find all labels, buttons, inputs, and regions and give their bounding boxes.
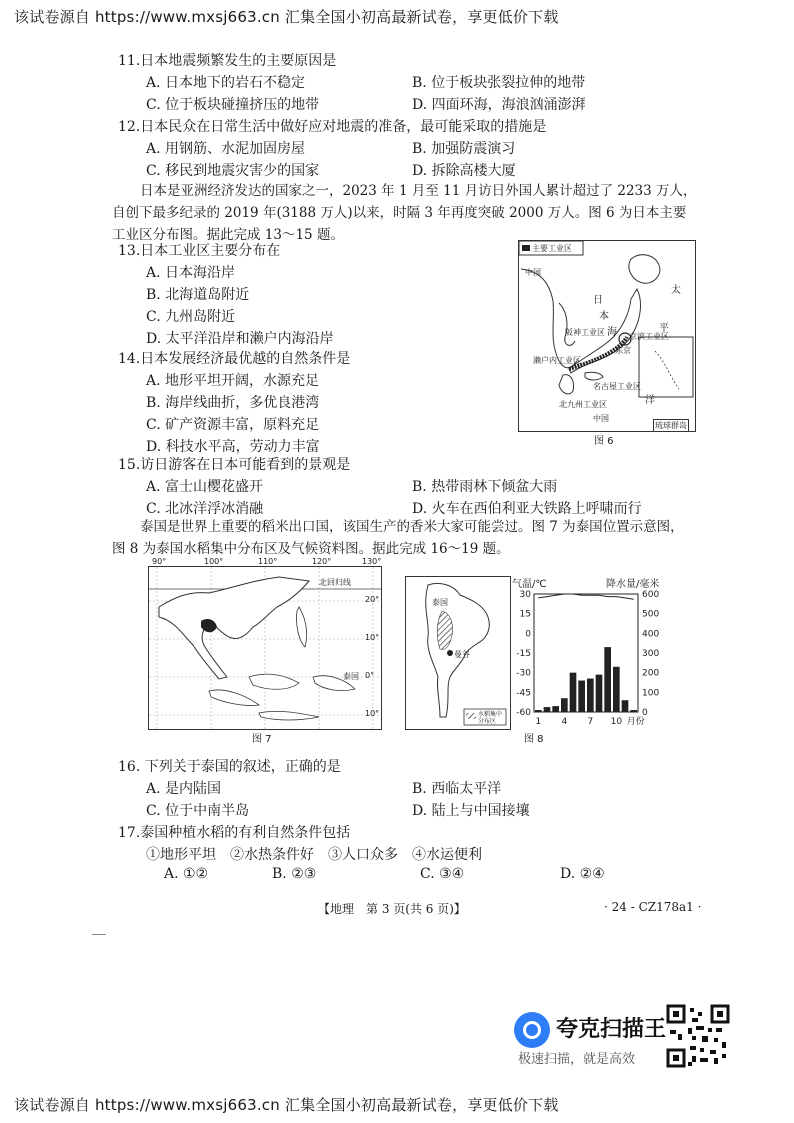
fig7-lat-10s: 10° — [365, 709, 380, 718]
q15-option-d: D. 火车在西伯利亚大铁路上呼啸而行 — [412, 501, 642, 517]
temp-tick-label: -45 — [516, 688, 531, 699]
mainland-coast — [521, 269, 577, 368]
month-tick-label: 4 — [561, 717, 568, 727]
fig7-lon-110: 110° — [258, 557, 278, 566]
q16-option-a: A. 是内陆国 — [146, 781, 222, 797]
temp-tick-label: 15 — [519, 609, 531, 620]
fig6-nagoya: 名古屋工业区 — [593, 382, 641, 391]
precip-bar-11 — [622, 700, 629, 712]
fig6-label-ben: 本 — [599, 311, 609, 322]
q13-option-b: B. 北海道岛附近 — [146, 287, 250, 303]
temp-tick-label: -30 — [516, 668, 531, 679]
fig6-hanshin: 阪神工业区 — [565, 328, 605, 337]
precip-bar-10 — [613, 667, 620, 712]
passage-thailand: 泰国是世界上重要的稻米出口国，该国生产的香米大家可能尝过。图 7 为泰国位置示意图，图 8 为泰国水稻集中分布区及气候资料图。据此完成 16～19 题。 — [112, 519, 684, 557]
borneo-island — [249, 674, 299, 689]
precip-tick-label: 400 — [642, 629, 660, 640]
fig8-legend-swatch — [466, 713, 476, 719]
precip-bar-5 — [570, 673, 577, 712]
temp-tick-label: -60 — [516, 708, 531, 718]
q13-option-d: D. 太平洋沿岸和濑户内海沿岸 — [146, 331, 334, 347]
q12-option-b: B. 加强防震演习 — [412, 141, 516, 157]
question-12: 12.日本民众在日常生活中做好应对地震的准备，最可能采取的措施是 — [118, 119, 547, 135]
scanner-brand-name: 夸克扫描王 — [556, 1017, 667, 1042]
legend-swatch — [522, 245, 530, 251]
precip-tick-label: 200 — [642, 668, 660, 679]
temperature-line — [538, 594, 633, 599]
philippines-island — [296, 607, 306, 647]
precip-bar-12 — [630, 710, 637, 712]
q14-option-c: C. 矿产资源丰富，原料充足 — [146, 417, 320, 433]
fig6-keihin: 京滨工业区 — [629, 332, 669, 341]
fig6-setouchi: 濑户内工业区 — [533, 356, 581, 365]
figure-6-map — [518, 240, 696, 432]
q17-option-a: A. ①② — [164, 866, 209, 882]
plot-frame — [534, 594, 638, 712]
q12-option-a: A. 用钢筋、水泥加固房屋 — [146, 141, 306, 157]
fig6-label-tai: 太 — [671, 285, 681, 296]
month-unit-label: 月份 — [626, 717, 645, 727]
month-tick-label: 7 — [587, 717, 594, 727]
fig8-temp-axis-label: 气温/℃ — [512, 579, 547, 590]
fig7-lon-130: 130° — [362, 557, 382, 566]
q11-option-b: B. 位于板块张裂拉伸的地带 — [412, 75, 586, 91]
q15-option-c: C. 北冰洋浮冰消融 — [146, 501, 264, 517]
precip-bar-2 — [544, 707, 551, 712]
question-11: 11.日本地震频繁发生的主要原因是 — [118, 53, 337, 69]
precip-bar-1 — [535, 710, 542, 712]
figure-8-map — [405, 576, 511, 730]
q12-option-d: D. 拆除高楼大厦 — [412, 163, 516, 179]
q16-option-c: C. 位于中南半岛 — [146, 803, 250, 819]
precip-bar-3 — [552, 706, 559, 712]
fig6-kitakyushu: 北九州工业区 — [559, 400, 607, 409]
temp-tick-label: 0 — [525, 629, 531, 640]
precip-bar-4 — [561, 698, 568, 712]
fig7-lon-90: 90° — [152, 557, 167, 566]
java-island — [259, 711, 319, 720]
fig6-tokyo: 东京 — [615, 346, 631, 355]
month-tick-label: 10 — [610, 717, 623, 727]
precip-tick-label: 100 — [642, 688, 660, 699]
q17-conditions: ①地形平坦 ②水热条件好 ③人口众多 ④水运便利 — [146, 847, 482, 863]
fig6-legend: 主要工业区 — [532, 244, 572, 253]
precip-tick-label: 0 — [642, 708, 648, 718]
question-17: 17.泰国种植水稻的有利自然条件包括 — [118, 825, 351, 841]
q11-option-a: A. 日本地下的岩石不稳定 — [146, 75, 306, 91]
q16-option-d: D. 陆上与中国接壤 — [412, 803, 530, 819]
fig8-precip-axis-label: 降水量/毫米 — [606, 579, 660, 590]
precip-tick-label: 600 — [642, 590, 660, 600]
q14-option-d: D. 科技水平高，劳动力丰富 — [146, 439, 320, 455]
precip-bar-7 — [587, 679, 594, 712]
fig6-inset-china: 中国 — [593, 414, 609, 423]
temp-tick-label: 30 — [519, 590, 531, 600]
scanner-slogan: 极速扫描，就是高效 — [518, 1052, 636, 1067]
q13-option-c: C. 九州岛附近 — [146, 309, 236, 325]
bangkok-marker — [447, 650, 453, 656]
q11-option-d: D. 四面环海，海浪汹涌澎湃 — [412, 97, 586, 113]
fig7-lat-0: 0° — [365, 671, 375, 680]
fig7-bay-label: 泰国 — [343, 672, 359, 681]
kyushu-island — [559, 375, 574, 394]
fig8-caption: 图 8 — [524, 734, 544, 745]
q15-option-b: B. 热带雨林下倾盆大雨 — [412, 479, 558, 495]
question-14: 14.日本发展经济最优越的自然条件是 — [118, 351, 351, 367]
paper-code: · 24 - CZ178a1 · — [604, 900, 702, 914]
q12-option-c: C. 移民到地震灾害少的国家 — [146, 163, 320, 179]
q16-option-b: B. 西临太平洋 — [412, 781, 502, 797]
climate-axes — [534, 594, 638, 712]
watermark-top: 该试卷源自 https://www.mxsj663.cn 汇集全国小初高最新试卷，享更低价下载 — [14, 8, 559, 26]
page-footer: 【地理 第 3 页(共 6 页)】 — [318, 902, 466, 916]
fig7-caption: 图 7 — [252, 734, 272, 745]
temp-tick-label: -15 — [516, 649, 531, 659]
q17-option-b: B. ②③ — [272, 866, 317, 882]
precip-bar-8 — [596, 675, 603, 712]
inset-box — [639, 337, 693, 397]
hokkaido-island — [629, 255, 660, 284]
figure-7-map — [148, 566, 382, 730]
sumatra-island — [209, 690, 259, 706]
fig6-label-ping: 平 — [659, 323, 669, 334]
question-16: 16. 下列关于泰国的叙述，正确的是 — [118, 759, 341, 775]
precip-bars — [535, 647, 637, 712]
fig7-lon-120: 120° — [312, 557, 332, 566]
fig6-label-ri: 日 — [593, 295, 603, 306]
shikoku-island — [585, 372, 603, 380]
q13-option-a: A. 日本海沿岸 — [146, 265, 236, 281]
fig7-lat-10: 10° — [365, 633, 380, 642]
question-13: 13.日本工业区主要分布在 — [118, 243, 281, 259]
climate-chart — [510, 588, 670, 730]
fig6-label-hai: 海 — [607, 327, 617, 338]
question-15: 15.访日游客在日本可能看到的景观是 — [118, 457, 351, 473]
qr-code-icon — [666, 1004, 730, 1068]
fig8-thai-label: 泰国 — [432, 598, 448, 607]
fig7-lon-100: 100° — [204, 557, 224, 566]
precip-bar-9 — [604, 647, 611, 712]
fig8-legend: 水稻集中分布区 — [478, 711, 503, 725]
fig6-china: 中国 — [525, 268, 541, 277]
fig7-lat-20: 20° — [365, 595, 380, 604]
q14-option-a: A. 地形平坦开阔，水源充足 — [146, 373, 320, 389]
scanner-logo-icon — [514, 1012, 550, 1048]
fig8-bangkok: 曼谷 — [454, 650, 470, 659]
seasia-map-svg — [149, 567, 381, 729]
month-tick-label: 1 — [535, 717, 542, 727]
watermark-bottom: 该试卷源自 https://www.mxsj663.cn 汇集全国小初高最新试卷，享更低价下载 — [14, 1096, 559, 1114]
precip-tick-label: 300 — [642, 649, 660, 659]
mainland-seasia — [159, 577, 309, 679]
q14-option-b: B. 海岸线曲折，多优良港湾 — [146, 395, 320, 411]
q11-option-c: C. 位于板块碰撞挤压的地带 — [146, 97, 320, 113]
fig6-ryukyu: 琉球群岛 — [655, 421, 687, 430]
fig6-label-yang: 洋 — [645, 395, 655, 406]
fig7-tropic-label: 北回归线 — [319, 578, 351, 587]
q17-option-d: D. ②④ — [560, 866, 605, 882]
q17-option-c: C. ③④ — [420, 866, 465, 882]
korea-peninsula — [559, 303, 575, 345]
passage-japan: 日本是亚洲经济发达的国家之一，2023 年 1 月至 11 月访日外国人累计超过了 2233 万人，自创下最多纪录的 2019 年(3188 万人)以来，时隔 3 年再度突破 2000 万人。图 6 为日本主要工业区分布图。据此完成 13～15 题。 — [112, 183, 697, 243]
q15-option-a: A. 富士山樱花盛开 — [146, 479, 264, 495]
fig6-caption: 图 6 — [594, 436, 614, 447]
scan-mark — [92, 934, 106, 935]
precip-tick-label: 500 — [642, 609, 660, 620]
precip-bar-6 — [578, 681, 585, 712]
